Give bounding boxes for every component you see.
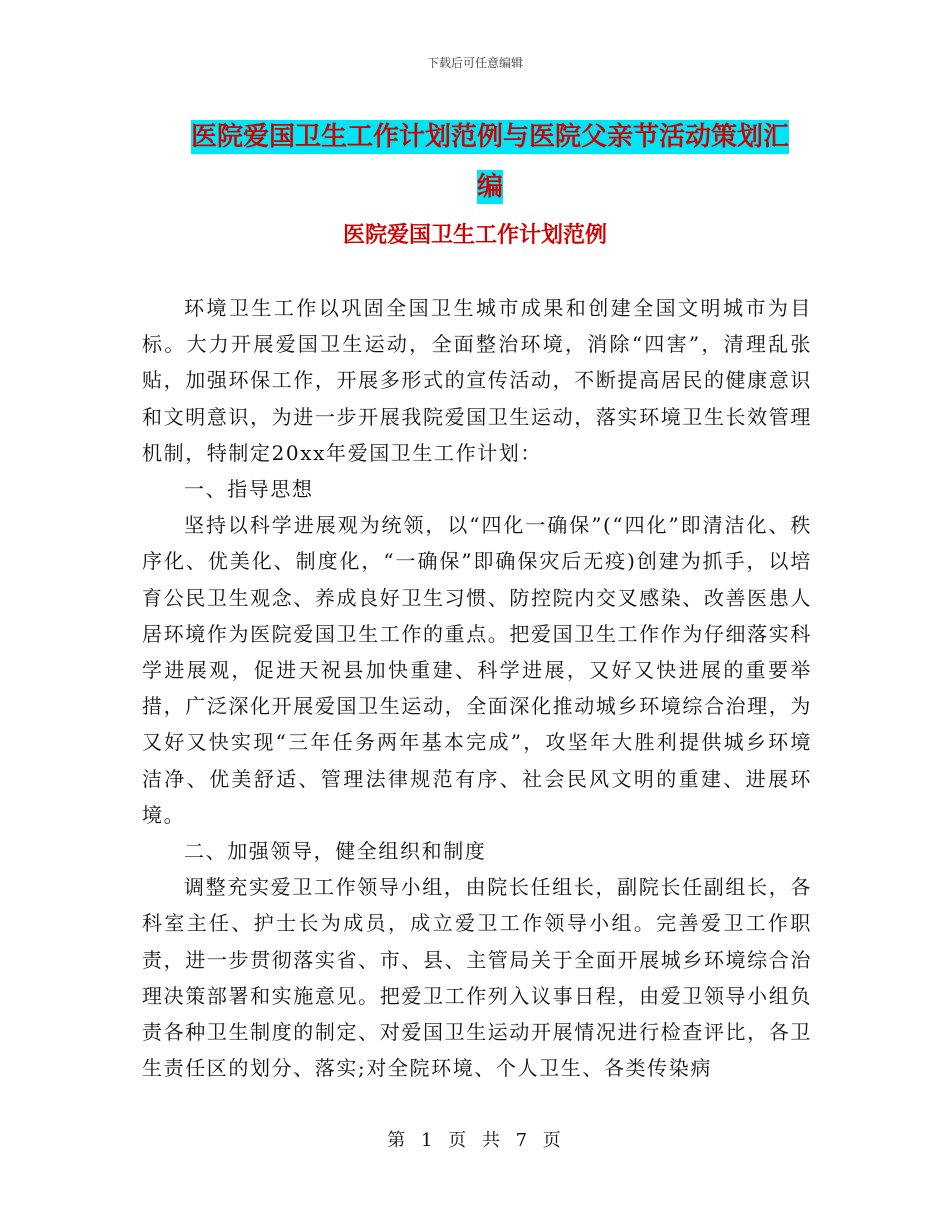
body-paragraph: 坚持以科学进展观为统领，以“四化一确保”(“四化”即清洁化、秩序化、优美化、制度化，“一确保”即确保灾后无疫)创建为抓手，以培育公民卫生观念、养成良好卫生习惯、防控院内交叉感染、改善医患人居环境作为医院爱国卫生工作的重点。把爱国卫生工作作为仔细落实科学进展观，促进天祝县加快重建、科学进展，又好又快进展的重要举措，广泛深化开展爱国卫生运动，全面深化推动城乡环境综合治理，为又好又快实现“三年任务两年基本完成”，攻坚年大胜利提供城乡环境洁净、优美舒适、管理法律规范有序、社会民风文明的重建、进展环境。 [142, 513, 812, 827]
document-title [150, 112, 830, 212]
footer-page-total: 7 [515, 1130, 530, 1151]
body-heading: 一、指导思想 [184, 477, 314, 502]
section-title: 医院爱国卫生工作计划范例 [342, 223, 607, 248]
footer-suffix: 页 [542, 1130, 563, 1151]
body-paragraph: 环境卫生工作以巩固全国卫生城市成果和创建全国文明城市为目标。大力开展爱国卫生运动，全面整治环境，消除“四害”，清理乱张贴，加强环保工作，开展多形式的宣传活动，不断提高居民的健康意识和文明意识，为进一步开展我院爱国卫生运动，落实环境卫生长效管理机制，特制定20xx年爱国卫生工作计划： [142, 296, 812, 465]
footer-total-prefix: 共 [481, 1130, 502, 1151]
footer-prefix: 第 [387, 1130, 408, 1151]
footer-page-current: 1 [420, 1130, 435, 1151]
document-body [142, 290, 812, 1086]
document-title-line1: 医院爱国卫生工作计划范例与医院父亲节活动策划汇 [190, 122, 789, 152]
document-title-line2: 编 [476, 172, 503, 202]
footer-page-label: 页 [448, 1130, 469, 1151]
header-note: 下载后可任意编辑 [426, 56, 523, 70]
body-paragraph: 调整充实爱卫工作领导小组，由院长任组长，副院长任副组长，各科室主任、护士长为成员，成立爱卫工作领导小组。完善爱卫工作职责，进一步贯彻落实省、市、县、主管局关于全面开展城乡环境综合治理决策部署和实施意见。把爱卫工作列入议事日程，由爱卫领导小组负责各种卫生制度的制定、对爱国卫生运动开展情况进行检查评比，各卫生责任区的划分、落实;对全院环境、个人卫生、各类传染病 [142, 875, 812, 1081]
page-footer [0, 1126, 950, 1152]
body-heading: 二、加强领导，健全组织和制度 [184, 839, 487, 864]
